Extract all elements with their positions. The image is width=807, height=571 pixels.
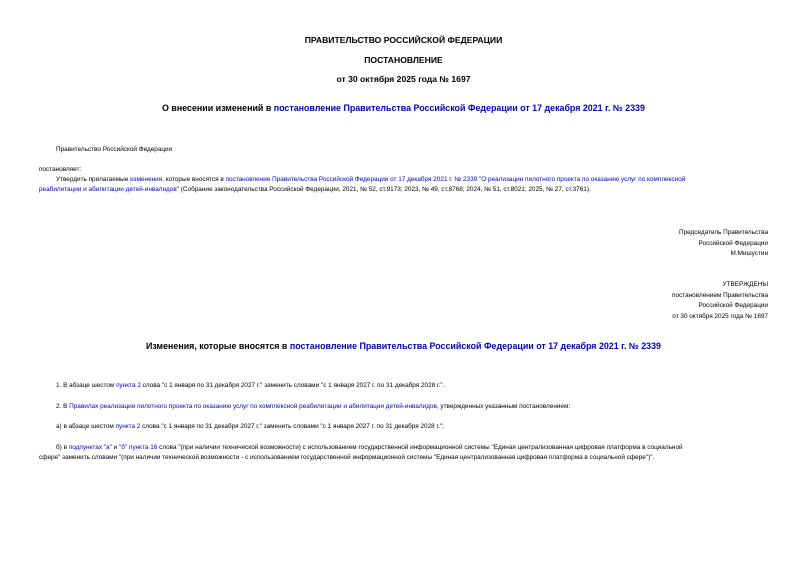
intro-paragraph [39, 175, 769, 194]
gov-header: ПРАВИТЕЛЬСТВО РОССИЙСКОЙ ФЕДЕРАЦИИ [304, 35, 503, 45]
item-a-text-a: а) в абзаце шестом [56, 423, 116, 430]
approved-block [672, 280, 768, 322]
item-2-text-a: 2. В [56, 403, 70, 410]
decree-word: постановляет: [39, 166, 82, 173]
subparagraph-b-link[interactable]: "б" пункта 16 [119, 444, 158, 451]
item-1-text-a: 1. В абзаце шестом [56, 382, 117, 389]
decree-link-title[interactable]: постановление Правительства Российской Федерации от 17 декабря 2021 г. № 2339 [273, 103, 645, 113]
item-b-text-a: б) в [56, 444, 69, 451]
decree-name-link-a[interactable]: "О реализации пилотного проекта по оказанию услуг по комплексной [477, 176, 686, 183]
approved-line-4: от 30 октября 2025 года № 1697 [672, 312, 768, 320]
subparagraph-a-link[interactable]: подпунктах "а" [68, 444, 112, 451]
doc-title-prefix: О внесении изменений в [162, 103, 274, 113]
item-a-text-b: слова "с 1 января по 31 декабря 2027 г." заменить словами "с 1 января 2027 г. по 31 декабря 2028 г."; [140, 423, 444, 430]
decree-name-link-b[interactable]: реабилитации и абилитации детей-инвалидов [39, 185, 177, 193]
signature-line-3: М.Мишустин [730, 250, 768, 257]
doc-title [0, 103, 807, 113]
item-2 [56, 402, 570, 412]
rules-link[interactable]: Правилах реализации пилотного проекта по оказанию услуг по комплексной реабилитации и абилитации детей-инвалидов [69, 403, 437, 410]
item-b-line-2: сфере" заменить словами "(при наличии технической возможности - с использованием государственной информационной системы "Единая централизованная цифровая платформа в социальной сфере")". [39, 453, 655, 461]
doc-type: ПОСТАНОВЛЕНИЕ [364, 55, 443, 65]
intro-line-1 [39, 175, 769, 185]
item-1-link[interactable]: пункта 2 [116, 382, 141, 389]
gov-text: Правительство Российской Федерации [56, 146, 173, 153]
intro-text-c: " (Собрание законодательства Российской Федерации, 2021, № 52, ст.9173; 2023, № 49, ст.8768; 2024, № 51, ст.8021; 2025, № 27, ст.3761). [176, 185, 591, 193]
doc-date: от 30 октября 2025 года № 1697 [336, 74, 471, 84]
signature-block [679, 228, 768, 260]
item-2-text-b: , утвержденных указанным постановлением: [436, 403, 571, 410]
item-b-line-1 [39, 443, 769, 453]
item-a-link[interactable]: пункта 2 [115, 423, 141, 430]
decree-link-intro[interactable]: постановление Правительства Российской Федерации от 17 декабря 2021 г. № 2339 [225, 176, 478, 183]
changes-title-prefix: Изменения, которые вносятся в [145, 341, 290, 351]
changes-title [0, 341, 807, 351]
changes-link[interactable]: изменения [130, 176, 163, 183]
intro-text-b: , которые вносятся в [162, 176, 226, 183]
signature-line-2: Российской Федерации [698, 239, 768, 247]
decree-link-changes[interactable]: постановление Правительства Российской Федерации от 17 декабря 2021 г. № 2339 [289, 341, 661, 351]
signature-line-1: Председатель Правительства [679, 229, 768, 236]
item-1 [56, 381, 444, 391]
item-b-and: и [111, 444, 120, 451]
approved-line-3: Российской Федерации [698, 302, 768, 309]
item-b-text-b: слова "(при наличии технической возможности) с использованием государственной информационной системы "Единая централизованная цифровая платформа в социальной [157, 444, 683, 451]
intro-line-2 [39, 185, 769, 195]
item-a [56, 422, 444, 432]
approved-line-2: постановлением Правительства [672, 291, 768, 299]
approved-line-1: УТВЕРЖДЕНЫ [722, 281, 768, 288]
intro-text-a: Утвердить прилагаемые [56, 176, 131, 183]
item-1-text-b: слова "с 1 января по 31 декабря 2027 г." заменить словами "с 1 января 2027 г. по 31 декабря 2028 г.". [140, 382, 445, 389]
item-b [39, 443, 769, 462]
